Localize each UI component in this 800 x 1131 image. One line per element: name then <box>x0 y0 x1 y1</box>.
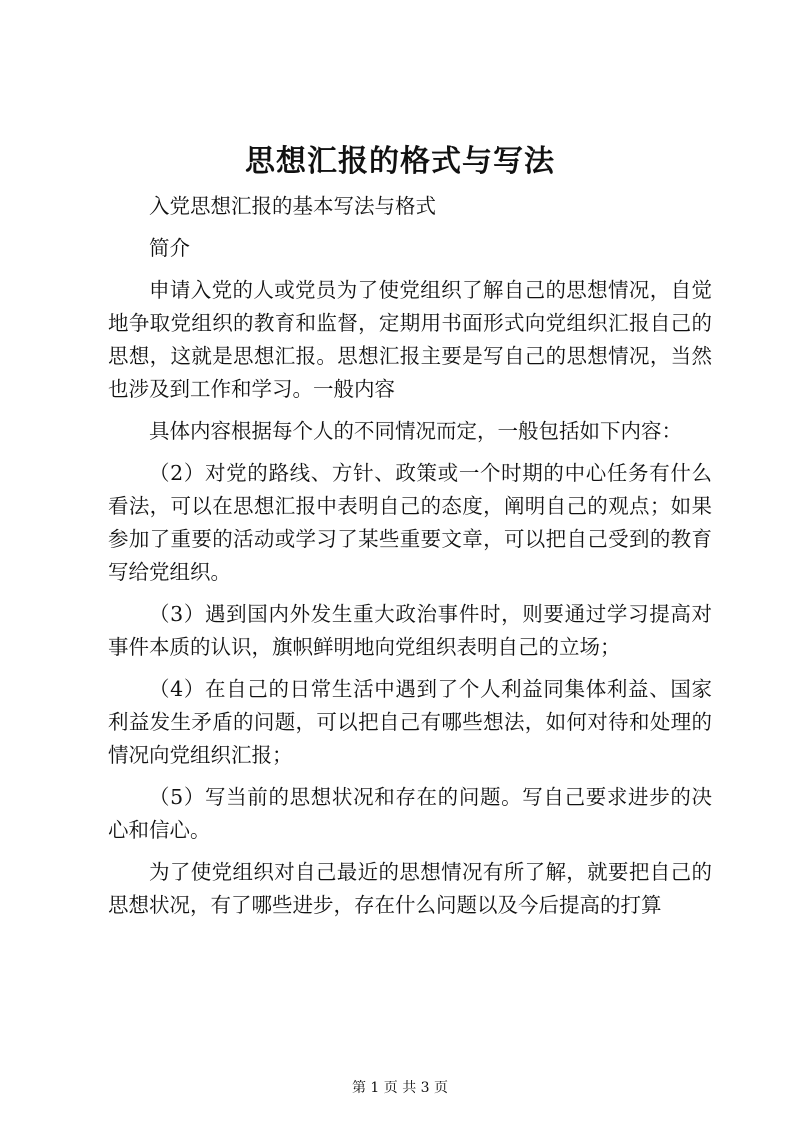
subtitle-paragraph: 入党思想汇报的基本写法与格式 <box>149 194 436 218</box>
body-paragraph: 为了使党组织对自己最近的思想情况有所了解，就要把自己的思想状况，有了哪些进步，存在什么问题以及今后提高的打算 <box>108 860 712 917</box>
document-title: 思想汇报的格式与写法 <box>245 144 555 179</box>
body-paragraph: 具体内容根据每个人的不同情况而定，一般包括如下内容： <box>149 419 682 443</box>
list-item-paragraph: （5）写当前的思想状况和存在的问题。写自己要求进步的决心和信心。 <box>108 785 712 842</box>
list-item-paragraph: （3）遇到国内外发生重大政治事件时，则要通过学习提高对事件本质的认识，旗帜鲜明地向党组织表明自己的立场； <box>108 602 712 659</box>
document-body <box>108 190 712 931</box>
list-item-paragraph: （2）对党的路线、方针、政策或一个时期的中心任务有什么看法，可以在思想汇报中表明自己的态度，阐明自己的观点；如果参加了重要的活动或学习了某些重要文章，可以把自己受到的教育写给党组织。 <box>108 461 712 584</box>
page-number-footer: 第 1 页 共 3 页 <box>351 1080 449 1096</box>
list-item-paragraph: （4）在自己的日常生活中遇到了个人利益同集体利益、国家利益发生矛盾的问题，可以把自己有哪些想法，如何对待和处理的情况向党组织汇报； <box>108 677 712 767</box>
section-heading-intro: 简介 <box>149 236 190 260</box>
body-paragraph: 申请入党的人或党员为了使党组织了解自己的思想情况，自觉地争取党组织的教育和监督，定期用书面形式向党组织汇报自己的思想，这就是思想汇报。思想汇报主要是写自己的思想情况，当然也涉及到工作和学习。一般内容 <box>108 278 712 401</box>
